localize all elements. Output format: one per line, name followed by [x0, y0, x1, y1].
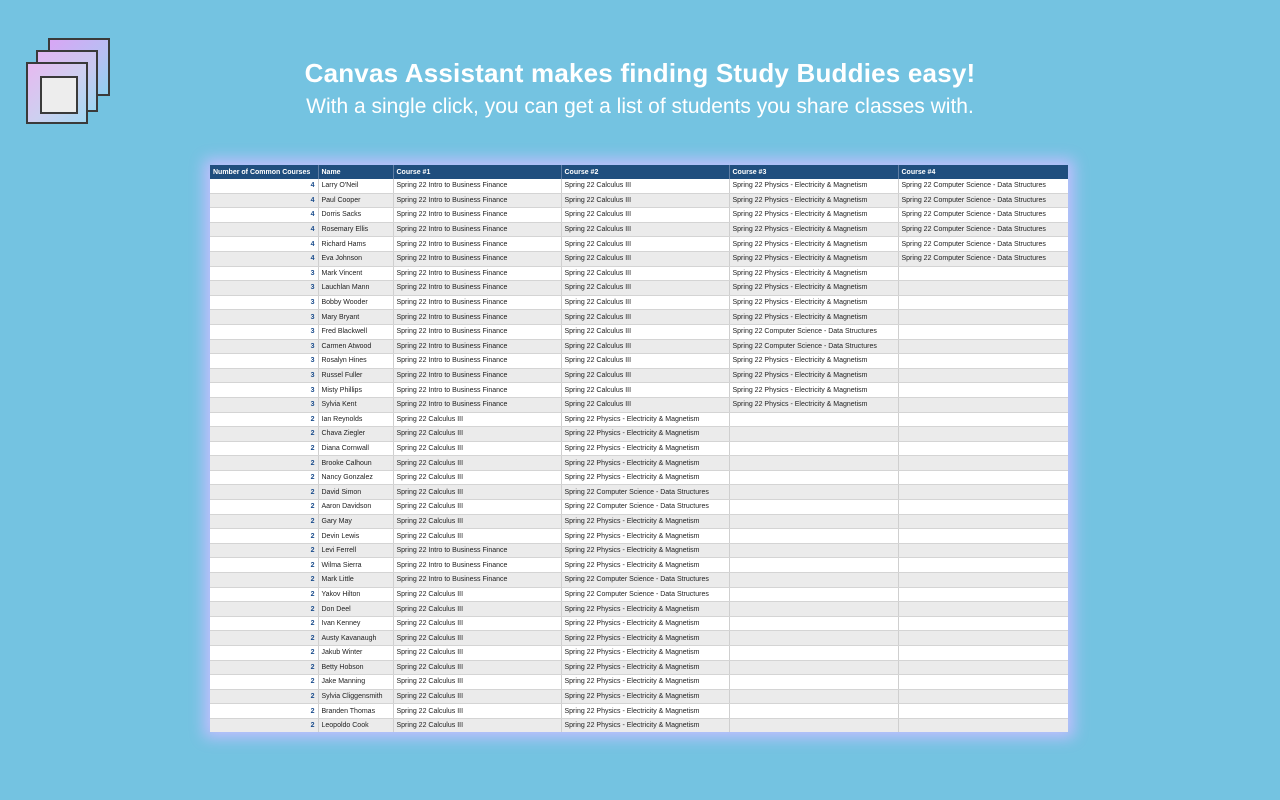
cell-course-3[interactable]: [729, 529, 898, 544]
cell-common-count[interactable]: 2: [210, 441, 318, 456]
cell-course-2[interactable]: Spring 22 Physics - Electricity & Magnetism: [561, 646, 729, 661]
cell-course-4[interactable]: [898, 500, 1068, 515]
cell-course-2[interactable]: Spring 22 Calculus III: [561, 179, 729, 193]
cell-course-1[interactable]: Spring 22 Intro to Business Finance: [393, 573, 561, 588]
cell-course-3[interactable]: [729, 646, 898, 661]
cell-course-2[interactable]: Spring 22 Calculus III: [561, 295, 729, 310]
cell-common-count[interactable]: 2: [210, 704, 318, 719]
cell-course-4[interactable]: [898, 441, 1068, 456]
cell-course-1[interactable]: Spring 22 Calculus III: [393, 646, 561, 661]
table-row[interactable]: [210, 324, 1068, 339]
cell-course-2[interactable]: Spring 22 Calculus III: [561, 266, 729, 281]
cell-course-4[interactable]: Spring 22 Computer Science - Data Structures: [898, 222, 1068, 237]
table-row[interactable]: [210, 222, 1068, 237]
cell-course-1[interactable]: Spring 22 Intro to Business Finance: [393, 208, 561, 223]
cell-course-3[interactable]: Spring 22 Physics - Electricity & Magnetism: [729, 281, 898, 296]
table-row[interactable]: [210, 689, 1068, 704]
page-title: Canvas Assistant makes finding Study Buddies easy!: [304, 58, 976, 88]
cell-course-3[interactable]: [729, 587, 898, 602]
cell-name[interactable]: Paul Cooper: [318, 193, 393, 208]
cell-course-4[interactable]: [898, 470, 1068, 485]
cell-course-2[interactable]: Spring 22 Calculus III: [561, 310, 729, 325]
cell-common-count[interactable]: 2: [210, 675, 318, 690]
cell-name[interactable]: Ian Reynolds: [318, 412, 393, 427]
cell-course-2[interactable]: Spring 22 Physics - Electricity & Magnetism: [561, 543, 729, 558]
cell-course-3[interactable]: Spring 22 Physics - Electricity & Magnetism: [729, 397, 898, 412]
cell-name[interactable]: Dorris Sacks: [318, 208, 393, 223]
table-row[interactable]: [210, 281, 1068, 296]
table-row[interactable]: [210, 529, 1068, 544]
cell-common-count[interactable]: 3: [210, 266, 318, 281]
cell-name[interactable]: Sylvia Kent: [318, 397, 393, 412]
cell-name[interactable]: Eva Johnson: [318, 251, 393, 266]
table-row[interactable]: [210, 412, 1068, 427]
table-row[interactable]: [210, 354, 1068, 369]
cell-course-4[interactable]: Spring 22 Computer Science - Data Structures: [898, 208, 1068, 223]
cell-name[interactable]: Larry O'Neil: [318, 179, 393, 193]
cell-course-1[interactable]: Spring 22 Intro to Business Finance: [393, 179, 561, 193]
cell-course-2[interactable]: Spring 22 Physics - Electricity & Magnetism: [561, 660, 729, 675]
cell-name[interactable]: Betty Hobson: [318, 660, 393, 675]
cell-course-2[interactable]: Spring 22 Computer Science - Data Structures: [561, 587, 729, 602]
cell-name[interactable]: Richard Hams: [318, 237, 393, 252]
cell-name[interactable]: Mark Vincent: [318, 266, 393, 281]
cell-common-count[interactable]: 2: [210, 646, 318, 661]
cell-course-3[interactable]: [729, 660, 898, 675]
cell-course-4[interactable]: [898, 354, 1068, 369]
cell-name[interactable]: Fred Blackwell: [318, 324, 393, 339]
cell-course-4[interactable]: [898, 383, 1068, 398]
cell-course-2[interactable]: Spring 22 Calculus III: [561, 281, 729, 296]
cell-course-4[interactable]: [898, 602, 1068, 617]
cell-course-4[interactable]: [898, 660, 1068, 675]
cell-course-3[interactable]: Spring 22 Physics - Electricity & Magnetism: [729, 222, 898, 237]
column-header-course-3[interactable]: Course #3: [729, 165, 898, 179]
column-header-course-1[interactable]: Course #1: [393, 165, 561, 179]
cell-course-1[interactable]: Spring 22 Intro to Business Finance: [393, 251, 561, 266]
cell-course-3[interactable]: [729, 704, 898, 719]
cell-course-4[interactable]: [898, 339, 1068, 354]
cell-course-3[interactable]: [729, 500, 898, 515]
cell-course-3[interactable]: Spring 22 Physics - Electricity & Magnetism: [729, 310, 898, 325]
cell-course-2[interactable]: Spring 22 Physics - Electricity & Magnetism: [561, 704, 729, 719]
table-row[interactable]: [210, 675, 1068, 690]
cell-course-3[interactable]: Spring 22 Physics - Electricity & Magnetism: [729, 368, 898, 383]
table-row[interactable]: [210, 558, 1068, 573]
cell-common-count[interactable]: 4: [210, 237, 318, 252]
cell-course-1[interactable]: Spring 22 Intro to Business Finance: [393, 324, 561, 339]
cell-common-count[interactable]: 2: [210, 529, 318, 544]
cell-name[interactable]: Russel Fuller: [318, 368, 393, 383]
cell-name[interactable]: Devin Lewis: [318, 529, 393, 544]
cell-common-count[interactable]: 2: [210, 470, 318, 485]
cell-common-count[interactable]: 4: [210, 222, 318, 237]
cell-course-2[interactable]: Spring 22 Physics - Electricity & Magnetism: [561, 412, 729, 427]
table-row[interactable]: [210, 208, 1068, 223]
table-row[interactable]: [210, 295, 1068, 310]
table-row[interactable]: [210, 616, 1068, 631]
cell-common-count[interactable]: 3: [210, 383, 318, 398]
cell-course-3[interactable]: Spring 22 Physics - Electricity & Magnetism: [729, 266, 898, 281]
cell-course-2[interactable]: Spring 22 Physics - Electricity & Magnetism: [561, 427, 729, 442]
cell-name[interactable]: Don Deel: [318, 602, 393, 617]
table-row[interactable]: [210, 383, 1068, 398]
cell-course-1[interactable]: Spring 22 Intro to Business Finance: [393, 222, 561, 237]
cell-course-1[interactable]: Spring 22 Calculus III: [393, 470, 561, 485]
cell-course-1[interactable]: Spring 22 Calculus III: [393, 689, 561, 704]
cell-name[interactable]: Chava Ziegler: [318, 427, 393, 442]
cell-name[interactable]: Carmen Atwood: [318, 339, 393, 354]
cell-name[interactable]: Gary May: [318, 514, 393, 529]
cell-course-3[interactable]: [729, 689, 898, 704]
cell-name[interactable]: Nancy Gonzalez: [318, 470, 393, 485]
cell-course-3[interactable]: Spring 22 Physics - Electricity & Magnetism: [729, 193, 898, 208]
cell-course-2[interactable]: Spring 22 Calculus III: [561, 383, 729, 398]
cell-course-3[interactable]: Spring 22 Physics - Electricity & Magnetism: [729, 383, 898, 398]
cell-course-2[interactable]: Spring 22 Physics - Electricity & Magnetism: [561, 602, 729, 617]
cell-common-count[interactable]: 2: [210, 427, 318, 442]
cell-course-2[interactable]: Spring 22 Calculus III: [561, 237, 729, 252]
cell-course-1[interactable]: Spring 22 Calculus III: [393, 675, 561, 690]
spreadsheet: [210, 165, 1068, 732]
cell-course-3[interactable]: [729, 631, 898, 646]
cell-course-3[interactable]: Spring 22 Physics - Electricity & Magnetism: [729, 295, 898, 310]
cell-course-4[interactable]: [898, 689, 1068, 704]
cell-course-4[interactable]: [898, 558, 1068, 573]
cell-course-1[interactable]: Spring 22 Intro to Business Finance: [393, 397, 561, 412]
cell-course-1[interactable]: Spring 22 Calculus III: [393, 441, 561, 456]
cell-course-3[interactable]: [729, 602, 898, 617]
cell-common-count[interactable]: 2: [210, 558, 318, 573]
cell-course-2[interactable]: Spring 22 Physics - Electricity & Magnetism: [561, 514, 729, 529]
cell-common-count[interactable]: 2: [210, 514, 318, 529]
cell-course-4[interactable]: [898, 427, 1068, 442]
column-header-course-2[interactable]: Course #2: [561, 165, 729, 179]
cell-course-4[interactable]: Spring 22 Computer Science - Data Structures: [898, 251, 1068, 266]
cell-course-1[interactable]: Spring 22 Calculus III: [393, 718, 561, 732]
cell-common-count[interactable]: 2: [210, 500, 318, 515]
cell-common-count[interactable]: 2: [210, 689, 318, 704]
cell-course-4[interactable]: [898, 295, 1068, 310]
cell-course-1[interactable]: Spring 22 Intro to Business Finance: [393, 295, 561, 310]
table-header-row: [210, 165, 1068, 179]
table-row[interactable]: [210, 500, 1068, 515]
table-row[interactable]: [210, 310, 1068, 325]
cell-course-2[interactable]: Spring 22 Physics - Electricity & Magnetism: [561, 441, 729, 456]
table-row[interactable]: [210, 251, 1068, 266]
cell-course-2[interactable]: Spring 22 Computer Science - Data Structures: [561, 485, 729, 500]
cell-name[interactable]: Lauchlan Mann: [318, 281, 393, 296]
cell-common-count[interactable]: 4: [210, 208, 318, 223]
cell-course-2[interactable]: Spring 22 Calculus III: [561, 339, 729, 354]
cell-course-1[interactable]: Spring 22 Calculus III: [393, 631, 561, 646]
cell-course-4[interactable]: [898, 573, 1068, 588]
cell-common-count[interactable]: 3: [210, 368, 318, 383]
cell-name[interactable]: Branden Thomas: [318, 704, 393, 719]
cell-course-2[interactable]: Spring 22 Physics - Electricity & Magnetism: [561, 675, 729, 690]
cell-course-2[interactable]: Spring 22 Calculus III: [561, 368, 729, 383]
cell-course-1[interactable]: Spring 22 Intro to Business Finance: [393, 193, 561, 208]
cell-name[interactable]: Ivan Kenney: [318, 616, 393, 631]
cell-course-2[interactable]: Spring 22 Physics - Electricity & Magnetism: [561, 689, 729, 704]
cell-course-1[interactable]: Spring 22 Intro to Business Finance: [393, 558, 561, 573]
cell-common-count[interactable]: 4: [210, 251, 318, 266]
cell-common-count[interactable]: 2: [210, 412, 318, 427]
cell-course-4[interactable]: [898, 704, 1068, 719]
cell-course-4[interactable]: [898, 412, 1068, 427]
cell-course-3[interactable]: [729, 675, 898, 690]
cell-course-4[interactable]: [898, 485, 1068, 500]
cell-course-1[interactable]: Spring 22 Intro to Business Finance: [393, 266, 561, 281]
cell-course-4[interactable]: [898, 310, 1068, 325]
cell-name[interactable]: Levi Ferrell: [318, 543, 393, 558]
cell-course-2[interactable]: Spring 22 Computer Science - Data Structures: [561, 573, 729, 588]
cell-course-2[interactable]: Spring 22 Physics - Electricity & Magnetism: [561, 631, 729, 646]
cell-course-4[interactable]: Spring 22 Computer Science - Data Structures: [898, 237, 1068, 252]
cell-course-3[interactable]: [729, 514, 898, 529]
cell-name[interactable]: Wilma Sierra: [318, 558, 393, 573]
cell-course-4[interactable]: [898, 456, 1068, 471]
cell-course-1[interactable]: Spring 22 Intro to Business Finance: [393, 339, 561, 354]
cell-name[interactable]: Brooke Calhoun: [318, 456, 393, 471]
cell-course-3[interactable]: [729, 543, 898, 558]
cell-name[interactable]: Jakub Winter: [318, 646, 393, 661]
cell-course-1[interactable]: Spring 22 Calculus III: [393, 616, 561, 631]
cell-name[interactable]: Rosemary Ellis: [318, 222, 393, 237]
cell-name[interactable]: Mary Bryant: [318, 310, 393, 325]
cell-course-1[interactable]: Spring 22 Calculus III: [393, 485, 561, 500]
cell-common-count[interactable]: 2: [210, 485, 318, 500]
cell-course-2[interactable]: Spring 22 Physics - Electricity & Magnetism: [561, 558, 729, 573]
table-row[interactable]: [210, 237, 1068, 252]
cell-course-2[interactable]: Spring 22 Calculus III: [561, 324, 729, 339]
cell-course-3[interactable]: Spring 22 Computer Science - Data Structures: [729, 324, 898, 339]
cell-course-4[interactable]: Spring 22 Computer Science - Data Structures: [898, 193, 1068, 208]
cell-course-4[interactable]: [898, 631, 1068, 646]
column-header-name[interactable]: Name: [318, 165, 393, 179]
cell-name[interactable]: Aaron Davidson: [318, 500, 393, 515]
cell-course-3[interactable]: [729, 412, 898, 427]
cell-course-1[interactable]: Spring 22 Intro to Business Finance: [393, 368, 561, 383]
study-buddies-table: [210, 165, 1068, 732]
cell-course-1[interactable]: Spring 22 Calculus III: [393, 427, 561, 442]
table-row[interactable]: [210, 573, 1068, 588]
cell-course-3[interactable]: [729, 718, 898, 732]
cell-name[interactable]: Leopoldo Cook: [318, 718, 393, 732]
table-row[interactable]: [210, 427, 1068, 442]
cell-course-2[interactable]: Spring 22 Physics - Electricity & Magnetism: [561, 718, 729, 732]
cell-common-count[interactable]: 2: [210, 616, 318, 631]
cell-course-3[interactable]: [729, 456, 898, 471]
cell-course-1[interactable]: Spring 22 Calculus III: [393, 602, 561, 617]
cell-common-count[interactable]: 2: [210, 718, 318, 732]
cell-course-3[interactable]: [729, 616, 898, 631]
cell-common-count[interactable]: 3: [210, 324, 318, 339]
cell-name[interactable]: Sylvia Cliggensmith: [318, 689, 393, 704]
cell-common-count[interactable]: 2: [210, 456, 318, 471]
cell-common-count[interactable]: 4: [210, 179, 318, 193]
cell-name[interactable]: Bobby Wooder: [318, 295, 393, 310]
cell-course-3[interactable]: [729, 470, 898, 485]
table-row[interactable]: [210, 397, 1068, 412]
cell-course-2[interactable]: Spring 22 Calculus III: [561, 251, 729, 266]
cell-course-1[interactable]: Spring 22 Calculus III: [393, 587, 561, 602]
cell-common-count[interactable]: 3: [210, 354, 318, 369]
table-row[interactable]: [210, 470, 1068, 485]
cell-course-3[interactable]: Spring 22 Physics - Electricity & Magnetism: [729, 354, 898, 369]
table-row[interactable]: [210, 485, 1068, 500]
cell-name[interactable]: Diana Cornwall: [318, 441, 393, 456]
table-row[interactable]: [210, 441, 1068, 456]
cell-course-1[interactable]: Spring 22 Intro to Business Finance: [393, 237, 561, 252]
column-header-course-4[interactable]: Course #4: [898, 165, 1068, 179]
cell-course-4[interactable]: [898, 266, 1068, 281]
cell-course-1[interactable]: Spring 22 Calculus III: [393, 704, 561, 719]
cell-course-4[interactable]: [898, 587, 1068, 602]
cell-course-1[interactable]: Spring 22 Calculus III: [393, 514, 561, 529]
cell-course-4[interactable]: [898, 514, 1068, 529]
table-row[interactable]: [210, 646, 1068, 661]
cell-course-1[interactable]: Spring 22 Intro to Business Finance: [393, 354, 561, 369]
cell-course-4[interactable]: [898, 281, 1068, 296]
cell-course-4[interactable]: [898, 675, 1068, 690]
cell-course-4[interactable]: Spring 22 Computer Science - Data Structures: [898, 179, 1068, 193]
cell-course-3[interactable]: Spring 22 Physics - Electricity & Magnetism: [729, 251, 898, 266]
cell-name[interactable]: Jake Manning: [318, 675, 393, 690]
cell-common-count[interactable]: 3: [210, 397, 318, 412]
cell-course-3[interactable]: Spring 22 Physics - Electricity & Magnetism: [729, 179, 898, 193]
cell-course-1[interactable]: Spring 22 Intro to Business Finance: [393, 383, 561, 398]
table-row[interactable]: [210, 718, 1068, 732]
cell-course-3[interactable]: Spring 22 Physics - Electricity & Magnetism: [729, 208, 898, 223]
table-row[interactable]: [210, 339, 1068, 354]
cell-course-3[interactable]: [729, 558, 898, 573]
cell-course-4[interactable]: [898, 397, 1068, 412]
column-header-common-courses[interactable]: Number of Common Courses: [210, 165, 318, 179]
table-body: [210, 179, 1068, 732]
cell-course-2[interactable]: Spring 22 Calculus III: [561, 397, 729, 412]
cell-course-3[interactable]: Spring 22 Physics - Electricity & Magnetism: [729, 237, 898, 252]
cell-common-count[interactable]: 2: [210, 602, 318, 617]
cell-course-2[interactable]: Spring 22 Physics - Electricity & Magnetism: [561, 470, 729, 485]
cell-course-3[interactable]: [729, 427, 898, 442]
cell-course-3[interactable]: [729, 441, 898, 456]
cell-course-1[interactable]: Spring 22 Calculus III: [393, 412, 561, 427]
cell-name[interactable]: Mark Little: [318, 573, 393, 588]
cell-course-1[interactable]: Spring 22 Intro to Business Finance: [393, 543, 561, 558]
table-row[interactable]: [210, 660, 1068, 675]
page-subtitle: With a single click, you can get a list of students you share classes with.: [306, 95, 974, 118]
cell-name[interactable]: David Simon: [318, 485, 393, 500]
cell-course-4[interactable]: [898, 529, 1068, 544]
cell-course-1[interactable]: Spring 22 Intro to Business Finance: [393, 281, 561, 296]
cell-course-4[interactable]: [898, 543, 1068, 558]
cell-course-2[interactable]: Spring 22 Physics - Electricity & Magnetism: [561, 616, 729, 631]
cell-common-count[interactable]: 3: [210, 310, 318, 325]
table-row[interactable]: [210, 266, 1068, 281]
table-row[interactable]: [210, 193, 1068, 208]
cell-course-1[interactable]: Spring 22 Intro to Business Finance: [393, 310, 561, 325]
cell-course-1[interactable]: Spring 22 Calculus III: [393, 660, 561, 675]
cell-name[interactable]: Yakov Hilton: [318, 587, 393, 602]
table-row[interactable]: [210, 602, 1068, 617]
cell-course-1[interactable]: Spring 22 Calculus III: [393, 529, 561, 544]
cell-common-count[interactable]: 2: [210, 543, 318, 558]
cell-course-2[interactable]: Spring 22 Calculus III: [561, 193, 729, 208]
cell-course-4[interactable]: [898, 646, 1068, 661]
cell-course-2[interactable]: Spring 22 Calculus III: [561, 208, 729, 223]
cell-common-count[interactable]: 3: [210, 281, 318, 296]
table-row[interactable]: [210, 514, 1068, 529]
cell-name[interactable]: Misty Phillips: [318, 383, 393, 398]
cell-common-count[interactable]: 2: [210, 573, 318, 588]
cell-course-4[interactable]: [898, 616, 1068, 631]
table-row[interactable]: [210, 456, 1068, 471]
cell-course-3[interactable]: [729, 485, 898, 500]
table-row[interactable]: [210, 368, 1068, 383]
cell-course-1[interactable]: Spring 22 Calculus III: [393, 456, 561, 471]
cell-course-2[interactable]: Spring 22 Computer Science - Data Structures: [561, 500, 729, 515]
table-row[interactable]: [210, 704, 1068, 719]
cell-course-1[interactable]: Spring 22 Calculus III: [393, 500, 561, 515]
table-row[interactable]: [210, 631, 1068, 646]
cell-common-count[interactable]: 2: [210, 631, 318, 646]
cell-common-count[interactable]: 4: [210, 193, 318, 208]
cell-common-count[interactable]: 3: [210, 295, 318, 310]
table-row[interactable]: [210, 543, 1068, 558]
cell-common-count[interactable]: 2: [210, 660, 318, 675]
cell-course-4[interactable]: [898, 368, 1068, 383]
cell-name[interactable]: Rosalyn Hines: [318, 354, 393, 369]
cell-name[interactable]: Austy Kavanaugh: [318, 631, 393, 646]
cell-common-count[interactable]: 2: [210, 587, 318, 602]
table-row[interactable]: [210, 587, 1068, 602]
cell-course-2[interactable]: Spring 22 Physics - Electricity & Magnetism: [561, 456, 729, 471]
cell-course-2[interactable]: Spring 22 Calculus III: [561, 354, 729, 369]
table-row[interactable]: [210, 179, 1068, 193]
cell-course-3[interactable]: Spring 22 Computer Science - Data Structures: [729, 339, 898, 354]
cell-common-count[interactable]: 3: [210, 339, 318, 354]
cell-course-3[interactable]: [729, 573, 898, 588]
cell-course-4[interactable]: [898, 718, 1068, 732]
cell-course-2[interactable]: Spring 22 Calculus III: [561, 222, 729, 237]
cell-course-4[interactable]: [898, 324, 1068, 339]
cell-course-2[interactable]: Spring 22 Physics - Electricity & Magnetism: [561, 529, 729, 544]
